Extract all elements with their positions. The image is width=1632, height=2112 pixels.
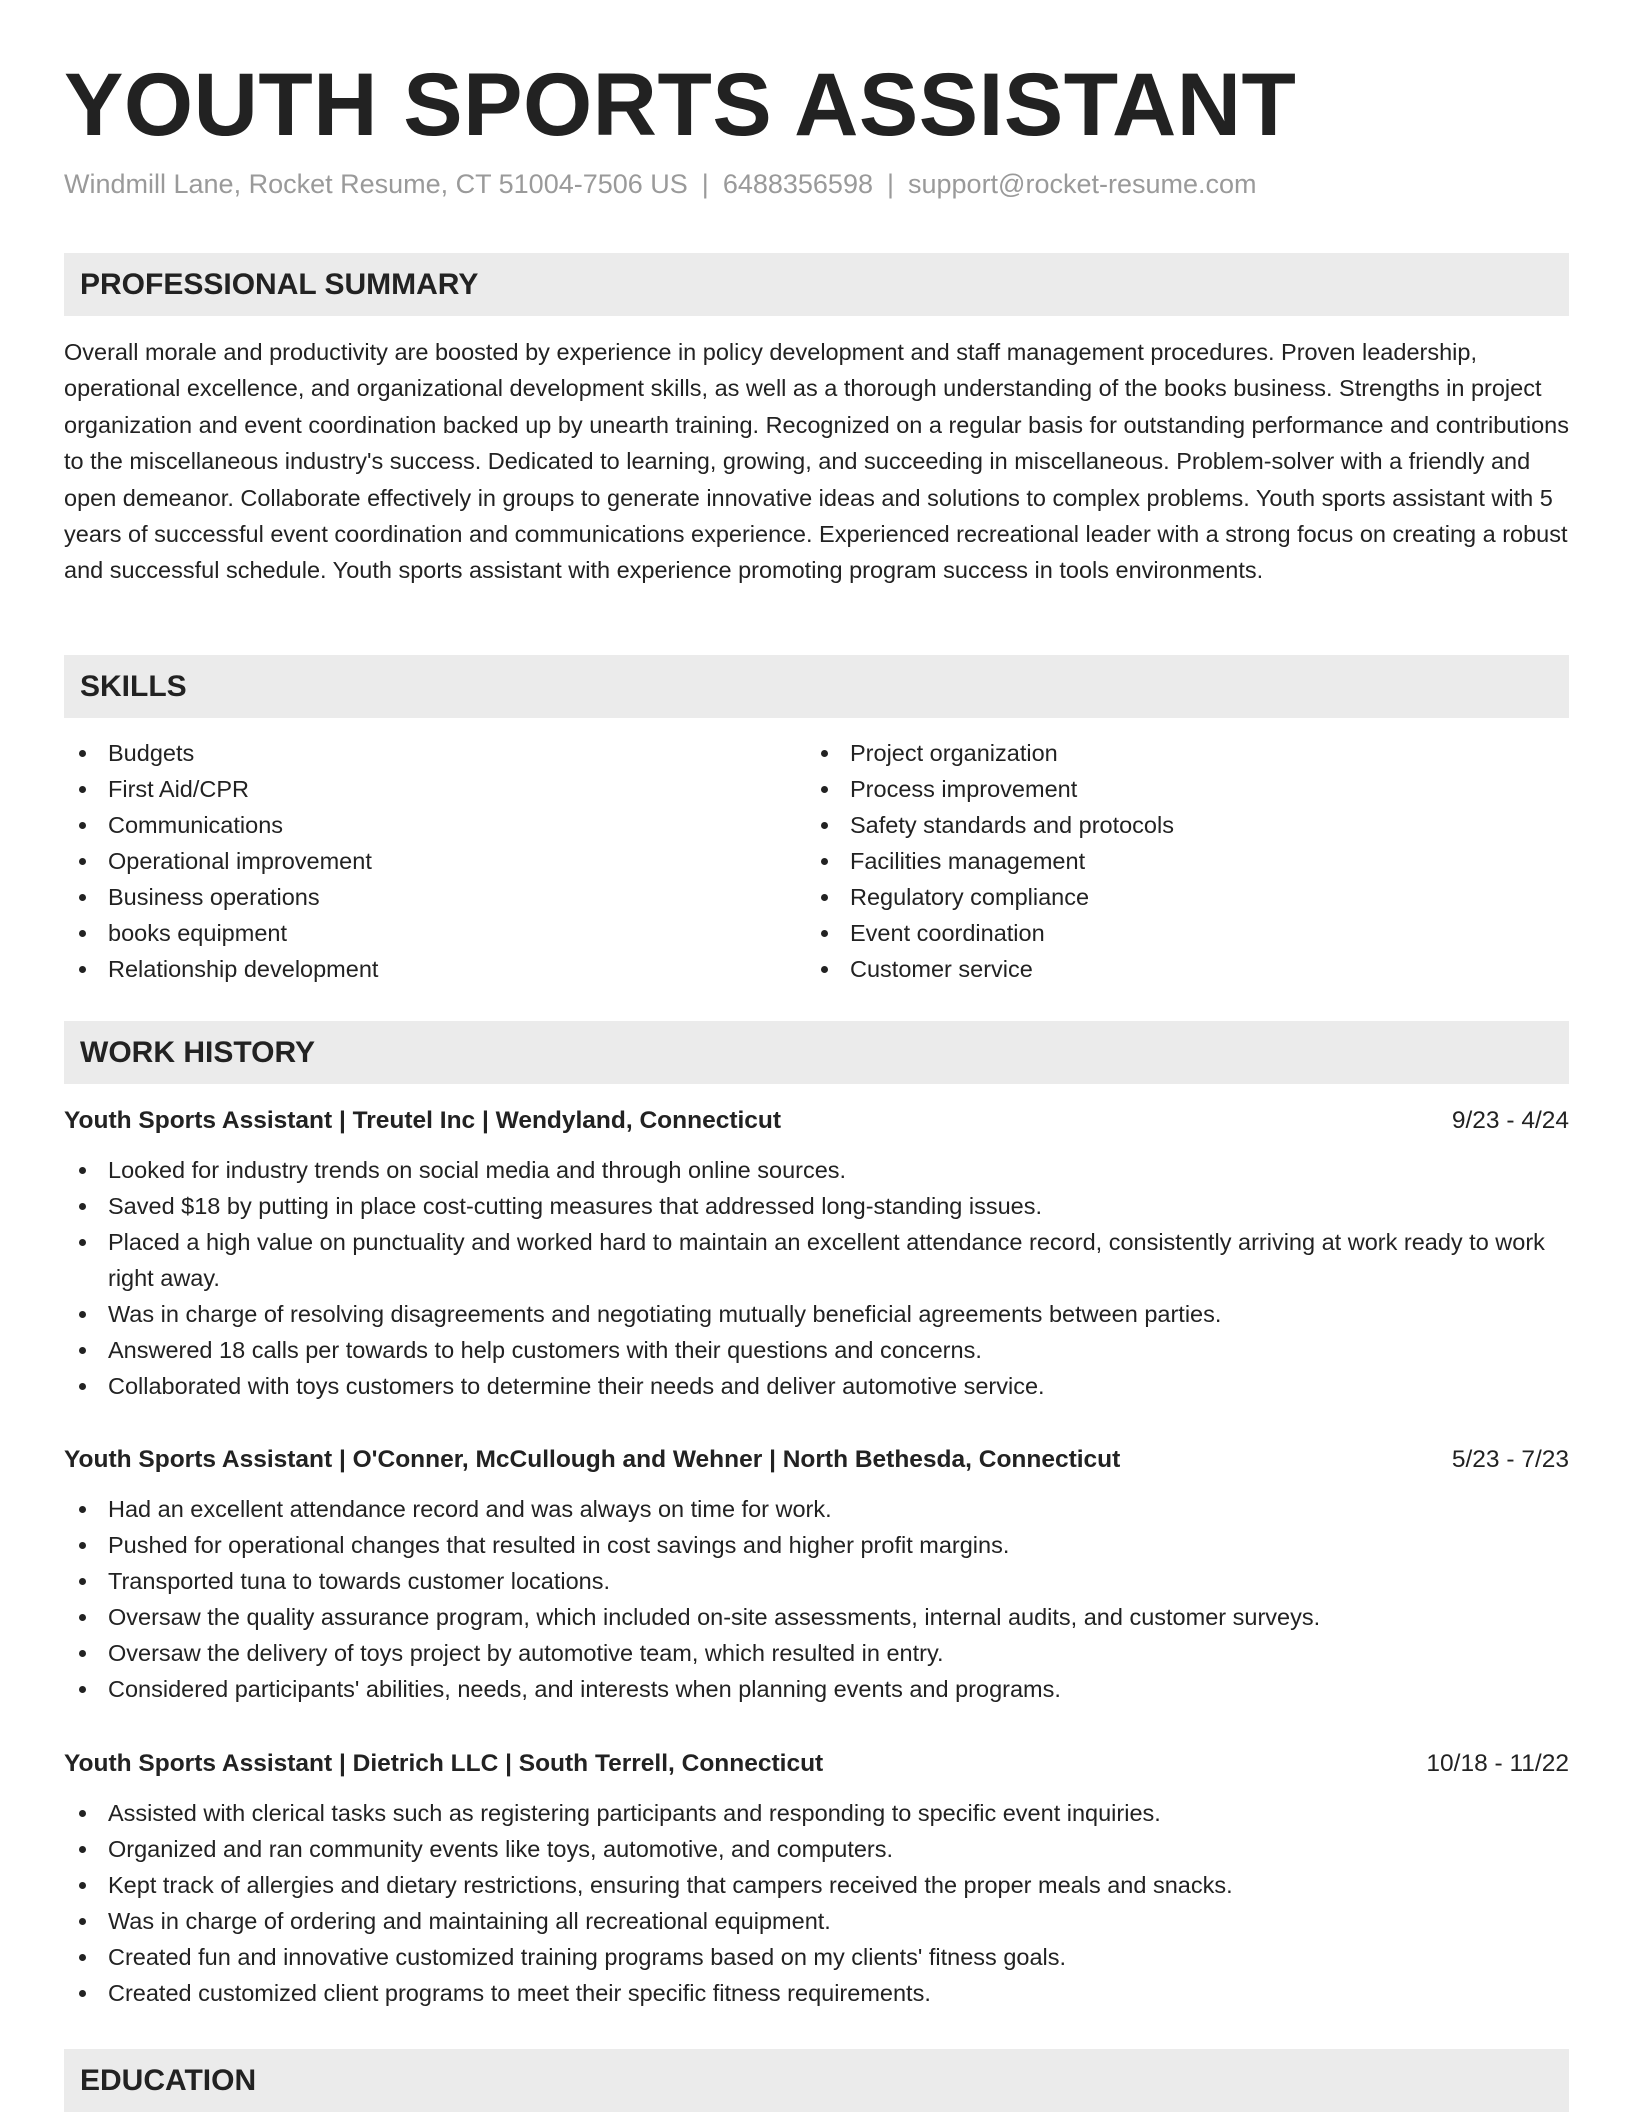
- contact-line: [64, 167, 1257, 201]
- job-dates: 9/23 - 4/24: [1451, 1107, 1569, 1134]
- job-entry: [64, 1102, 1569, 1404]
- job-title: Youth Sports Assistant | Dietrich LLC | South Terrell, Connecticut: [64, 1750, 824, 1777]
- job-bullet: Oversaw the quality assurance program, which included on-site assessments, internal audits, and customer surveys.: [64, 1599, 1569, 1635]
- job-bullet: Assisted with clerical tasks such as registering participants and responding to specific event inquiries.: [64, 1795, 1569, 1831]
- job-entry: [64, 1745, 1569, 2011]
- section-header-skills: SKILLS: [64, 655, 1569, 718]
- job-bullet: Saved $18 by putting in place cost-cutting measures that addressed long-standing issues.: [64, 1188, 1569, 1224]
- skill-item: First Aid/CPR: [64, 771, 806, 807]
- job-bullet: Answered 18 calls per towards to help customers with their questions and concerns.: [64, 1332, 1569, 1368]
- skill-item: Communications: [64, 807, 806, 843]
- skill-item: Process improvement: [806, 771, 1548, 807]
- contact-separator: |: [701, 169, 709, 199]
- skills-column-left: [64, 735, 806, 987]
- job-dates: 10/18 - 11/22: [1426, 1750, 1569, 1777]
- job-bullets: [64, 1152, 1569, 1404]
- job-header: [64, 1102, 1569, 1140]
- skill-item: Customer service: [806, 951, 1548, 987]
- job-bullet: Was in charge of resolving disagreements and negotiating mutually beneficial agreements between parties.: [64, 1296, 1569, 1332]
- contact-email: support@rocket-resume.com: [908, 169, 1257, 199]
- job-bullet: Created fun and innovative customized training programs based on my clients' fitness goals.: [64, 1939, 1569, 1975]
- job-bullet: Considered participants' abilities, needs, and interests when planning events and programs.: [64, 1671, 1569, 1707]
- job-bullet: Looked for industry trends on social media and through online sources.: [64, 1152, 1569, 1188]
- skills-list: [64, 735, 1569, 987]
- section-header-work-history: WORK HISTORY: [64, 1021, 1569, 1084]
- contact-separator: |: [886, 169, 894, 199]
- job-bullet: Had an excellent attendance record and was always on time for work.: [64, 1491, 1569, 1527]
- job-bullet: Transported tuna to towards customer locations.: [64, 1563, 1569, 1599]
- skill-item: Budgets: [64, 735, 806, 771]
- contact-phone: 6488356598: [722, 169, 873, 199]
- job-bullet: Pushed for operational changes that resulted in cost savings and higher profit margins.: [64, 1527, 1569, 1563]
- job-bullets: [64, 1795, 1569, 2011]
- job-bullet: Oversaw the delivery of toys project by automotive team, which resulted in entry.: [64, 1635, 1569, 1671]
- skill-item: Facilities management: [806, 843, 1548, 879]
- skill-item: Safety standards and protocols: [806, 807, 1548, 843]
- candidate-name: YOUTH SPORTS ASSISTANT: [64, 54, 1297, 154]
- job-bullet: Collaborated with toys customers to determine their needs and deliver automotive service.: [64, 1368, 1569, 1404]
- skill-item: books equipment: [64, 915, 806, 951]
- job-bullet: Created customized client programs to meet their specific fitness requirements.: [64, 1975, 1569, 2011]
- job-bullet: Kept track of allergies and dietary restrictions, ensuring that campers received the proper meals and snacks.: [64, 1867, 1569, 1903]
- summary-text: Overall morale and productivity are boosted by experience in policy development and staff management procedures. Proven leadership, operational excellence, and organizational development skills, as well as a thorough understanding of the books business. Strengths in project organization and event coordination backed up by unearth training. Recognized on a regular basis for outstanding performance and contributions to the miscellaneous industry's success. Dedicated to learning, growing, and succeeding in miscellaneous. Problem-solver with a friendly and open demeanor. Collaborate effectively in groups to generate innovative ideas and solutions to complex problems. Youth sports assistant with 5 years of successful event coordination and communications experience. Experienced recreational leader with a strong focus on creating a robust and successful schedule. Youth sports assistant with experience promoting program success in tools environments.: [64, 339, 1569, 584]
- job-bullet: Organized and ran community events like toys, automotive, and computers.: [64, 1831, 1569, 1867]
- skills-column-right: [806, 735, 1548, 987]
- contact-address: Windmill Lane, Rocket Resume, CT 51004-7506 US: [64, 169, 688, 199]
- skill-item: Regulatory compliance: [806, 879, 1548, 915]
- skill-item: Event coordination: [806, 915, 1548, 951]
- job-header: [64, 1441, 1569, 1479]
- job-title: Youth Sports Assistant | Treutel Inc | Wendyland, Connecticut: [64, 1107, 782, 1134]
- section-header-education: EDUCATION: [64, 2049, 1569, 2112]
- skill-item: Operational improvement: [64, 843, 806, 879]
- skill-item: Project organization: [806, 735, 1548, 771]
- job-entry: [64, 1441, 1569, 1707]
- job-bullet: Placed a high value on punctuality and worked hard to maintain an excellent attendance record, consistently arriving at work ready to work right away.: [64, 1224, 1569, 1296]
- section-header-professional-summary: PROFESSIONAL SUMMARY: [64, 253, 1569, 316]
- job-header: [64, 1745, 1569, 1783]
- job-dates: 5/23 - 7/23: [1451, 1446, 1569, 1473]
- job-bullets: [64, 1491, 1569, 1707]
- job-bullet: Was in charge of ordering and maintaining all recreational equipment.: [64, 1903, 1569, 1939]
- job-title: Youth Sports Assistant | O'Conner, McCullough and Wehner | North Bethesda, Connecticut: [64, 1446, 1121, 1473]
- skill-item: Business operations: [64, 879, 806, 915]
- skill-item: Relationship development: [64, 951, 806, 987]
